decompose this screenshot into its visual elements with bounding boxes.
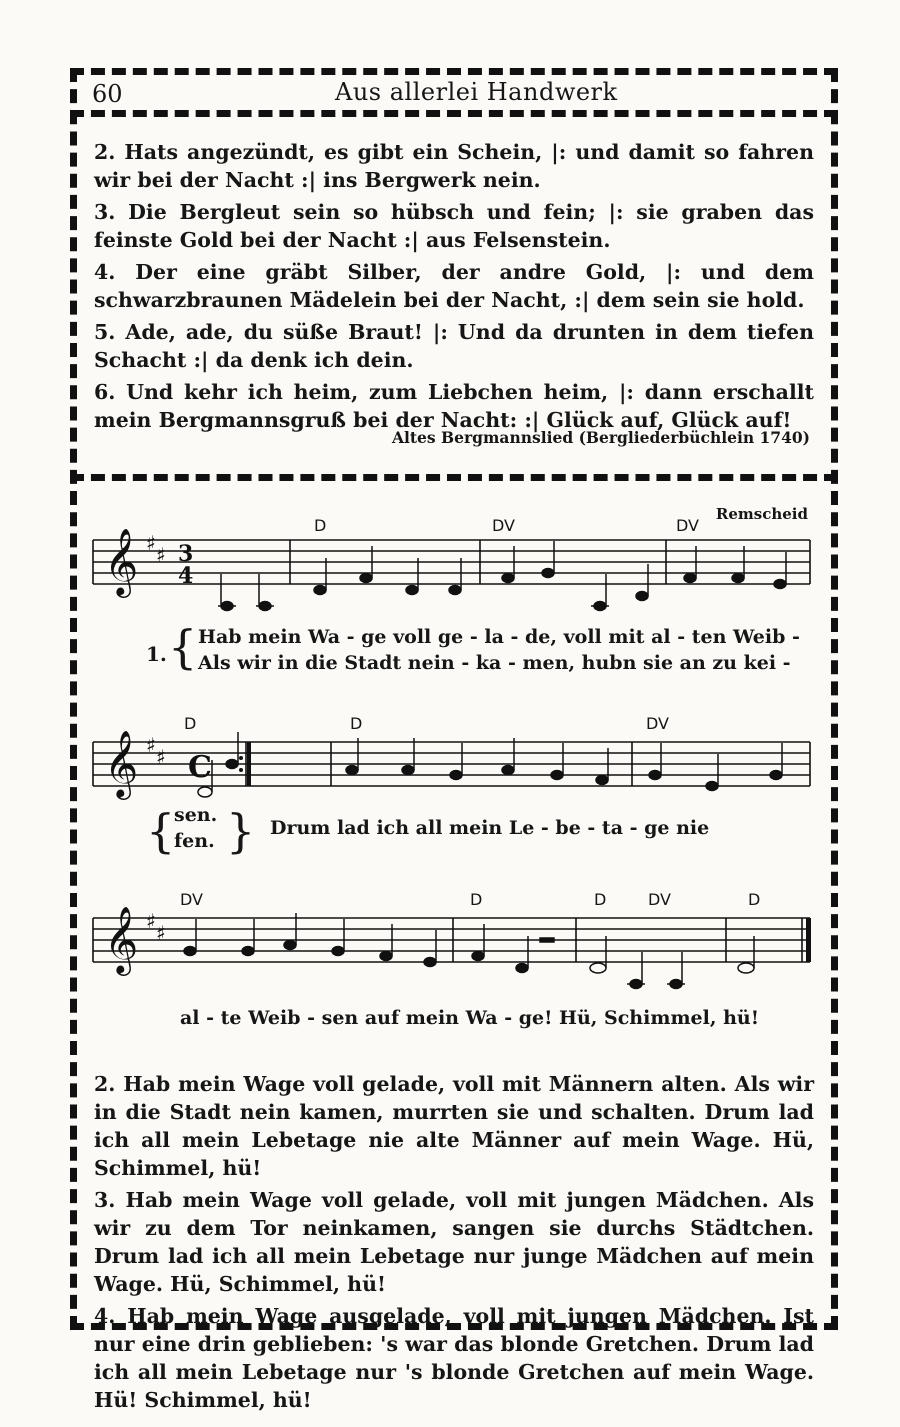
chord-label: DV [492,516,515,535]
song1-credit: Altes Bergmannslied (Bergliederbüchlein 1740) [391,428,810,447]
svg-text:C: C [188,750,212,785]
chord-label: D [350,714,363,733]
lyric-brace-close: } [226,804,256,858]
svg-text:𝄞: 𝄞 [104,527,139,595]
running-title: Aus allerlei Handwerk [335,78,618,106]
chord-label: DV [676,516,699,535]
svg-text:𝄞: 𝄞 [104,729,139,797]
chord-label: DV [180,890,203,909]
song1-verse-2: 2. Hats angezündt, es gibt ein Schein, |: und damit so fahren wir bei der Nacht :| ins Bergwerk nein. [94,140,814,192]
svg-text:3: 3 [178,541,194,567]
svg-text:♯: ♯ [146,909,156,933]
svg-text:♯: ♯ [156,745,166,769]
svg-text:𝄞: 𝄞 [104,905,139,973]
song1-verse-6: 6. Und kehr ich heim, zum Liebchen heim, |: dann erschallt mein Bergmannsgruß bei der Nacht: :| Glück auf, Glück auf! [94,380,814,432]
svg-text:♯: ♯ [146,733,156,757]
song1-verse-3: 3. Die Bergleut sein so hübsch und fein; |: sie graben das feinste Gold bei der Nacht :| aus Felsenstein. [94,200,814,252]
lyric-brace: { [168,620,198,674]
song2-verses [94,1070,814,1418]
svg-text:4: 4 [178,563,194,589]
lyric-verse-number: 1. [146,642,167,666]
chord-label: DV [646,714,669,733]
chord-label: D [748,890,761,909]
svg-text:♯: ♯ [146,531,156,555]
svg-text:♯: ♯ [156,543,166,567]
lyric-line: Als wir in die Stadt nein - ka - men, hubn sie an zu kei - [198,652,791,674]
chord-label: DV [648,890,671,909]
svg-text:♯: ♯ [156,921,166,945]
lyric-brace: { [146,804,176,858]
lyric-line: Hab mein Wa - ge voll ge - la - de, voll mit al - ten Weib - [198,626,800,648]
chord-label: D [314,516,327,535]
lyric-line: al - te Weib - sen auf mein Wa - ge! Hü, Schimmel, hü! [180,1007,760,1029]
lyric-line: sen. [174,804,218,826]
lyric-line: Drum lad ich all mein Le - be - ta - ge nie [270,817,710,839]
lyric-line: fen. [174,830,215,852]
song1-verse-5: 5. Ade, ade, du süße Braut! |: Und da drunten in dem tiefen Schacht :| da denk ich dein. [94,320,814,372]
song2-verse-3: 3. Hab mein Wage voll gelade, voll mit jungen Mädchen. Als wir zu dem Tor neinkamen, sangen sie durchs Städtchen. Drum lad ich all mein Lebetage nur junge Mädchen auf mein Wage. Hü, Schimmel, hü! [94,1188,814,1296]
chord-label: D [184,714,197,733]
song1-verse-4: 4. Der eine gräbt Silber, der andre Gold, |: und dem schwarzbraunen Mädelein bei der Nacht, :| dem sein sie hold. [94,260,814,312]
song2-verse-4: 4. Hab mein Wage ausgelade, voll mit jungen Mädchen. Ist nur eine drin geblieben: 's war das blonde Gretchen. Drum lad ich all mein Lebetage nur 's blonde Gretchen auf mein Wage. Hü! Schimmel, hü! [94,1304,814,1412]
chord-label: D [470,890,483,909]
song2-origin: Remscheid [715,505,808,523]
page-number: 60 [92,80,123,108]
song2-verse-2: 2. Hab mein Wage voll gelade, voll mit Männern alten. Als wir in die Stadt nein kamen, murrten sie und schalten. Drum lad ich all mein Lebetage nie alte Männer auf mein Wage. Hü, Schimmel, hü! [94,1072,814,1180]
chord-label: D [594,890,607,909]
